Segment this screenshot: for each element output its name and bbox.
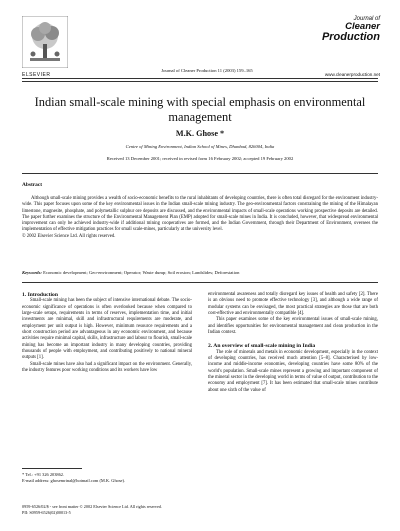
keywords [22, 270, 378, 275]
right-column-paragraph-2: This paper examines some of the key environmental issues of small-scale mining, and identifies opportunities for environmental management and clean production in the Indian context. [208, 317, 378, 336]
section-2-paragraph-1: The role of minerals and metals in economic development, especially in the context of developing countries, has received much attention [5–8]. Characterised by low-income and middle-income economies, developing countries have some 80% of the world's population. Small-scale mines represent a growing and important component of the mineral sector in the developing world in terms of value of output, contribution to the economy and employment [7]. It has been estimated that small-scale mines contribute about one sixth of the value of [208, 349, 378, 393]
article-author[interactable]: M.K. Ghose * [175, 129, 225, 138]
footnote [22, 472, 192, 484]
footnote-telephone: * Tel.: +91 326 203862. [22, 472, 65, 477]
author-affiliation: Centre of Mining Environment, Indian School of Mines, Dhanbad, 826004, India [125, 144, 275, 149]
section-2-heading: 2. An overview of small-scale mining in India [208, 343, 316, 350]
journal-logo-line3: Production [321, 30, 380, 43]
publisher-name: ELSEVIER [22, 72, 51, 78]
abstract-body [22, 196, 378, 240]
footnote-email[interactable]: E-mail address: ghosemrinal@hotmail.com (M.K. Ghose). [22, 478, 126, 483]
journal-logo [314, 16, 380, 68]
left-column [22, 292, 192, 374]
abstract-heading: Abstract [22, 182, 43, 188]
right-column-paragraph-1: environmental awareness and totally disregard key issues of health and safety [2]. There is an obvious need to promote effective technology [3], and although a wide range of modular systems can be envisaged, the most practical strategies are those that are both cost-effective and environmentally compatible [4]. [208, 292, 378, 317]
header-rule [22, 78, 378, 79]
journal-website[interactable]: www.cleanerproduction.net [324, 72, 380, 77]
section-1-heading: 1. Introduction [22, 292, 58, 298]
issn-line: 0959-6526/02/$ - see front matter © 2002 Elsevier Science Ltd. All rights reserved. [22, 504, 162, 509]
issn-block [22, 504, 222, 515]
journal-header [22, 14, 380, 86]
pii-line: PII: S0959-6526(02)00013-5 [22, 509, 71, 515]
right-column [208, 292, 378, 394]
keywords-bottom-rule [22, 282, 378, 283]
header-rule-thin [22, 81, 378, 82]
section-1-paragraph-2: Small-scale mines have also had a significant impact on the environment. Generally, the industry features poor working conditions and its workers have low [22, 361, 192, 374]
journal-logo-line2: Cleaner [345, 21, 380, 32]
abstract-top-rule [22, 173, 378, 174]
section-1-paragraph-1: Small-scale mining has been the subject of intensive international debate. The socio-economic significance of operations is often overlooked because when compared to large-scale setups, requirements in terms of reserves, implementation time, and initial investments are minimal, skill and infrastructural requirements are moderate, and employment per unit output is high. However, minimum resource requirements and a short construction period are advantageous in any economic environment, and because activities require minimal capital, skills, infrastructure and labour to flourish, small-scale mining has become an important industry in many developing countries, providing thousands of people with employment, and contributing positively to national mineral outputs [1]. [22, 298, 192, 361]
footnote-rule [22, 468, 82, 469]
abstract-copyright: © 2002 Elsevier Science Ltd. All rights reserved. [22, 233, 116, 239]
elsevier-tree-logo [22, 16, 68, 68]
journal-reference: Journal of Cleaner Production 11 (2003) 159–165 [161, 68, 253, 73]
journal-logo-line1: Journal of [353, 16, 380, 22]
article-title: Indian small-scale mining with special emphasis on environmental management [34, 95, 366, 124]
keywords-text: Economic development; Geo-environment; Operator; Waste dump; Soil erosion; Landslides; Deforestation [43, 270, 240, 275]
keywords-label: Keywords: [22, 270, 42, 275]
abstract-text: Although small-scale mining provides a wealth of socio-economic benefits to the rural inhabitants of developing countries, there is often total disregard for the environment industry-wide. This paper focuses upon some of the key environmental issues in the Indian small-scale mining industry. The geo-environmental factors constraining the mining of the Himalayan limestone, magnesite, phosphate, and polymetallic sulphur ore deposits are discussed, and the environmental impacts of small-scale operations working prospective deposits are detailed. The paper further examines the structure of the Environmental Management Plan (EMP) adopted for small-scale mines in India. It is concluded, however, that widespread environmental improvement can only be achieved industry-wide if additional mining cooperatives are formed, and the Indian Government, through their Department of Environment, oversees the implementation of effective mitigation practices for small scale-mines, particularly at the university level. [22, 196, 378, 233]
article-dates: Received 13 December 2001; received in revised form 16 February 2002; accepted 19 February 2002 [106, 156, 294, 161]
